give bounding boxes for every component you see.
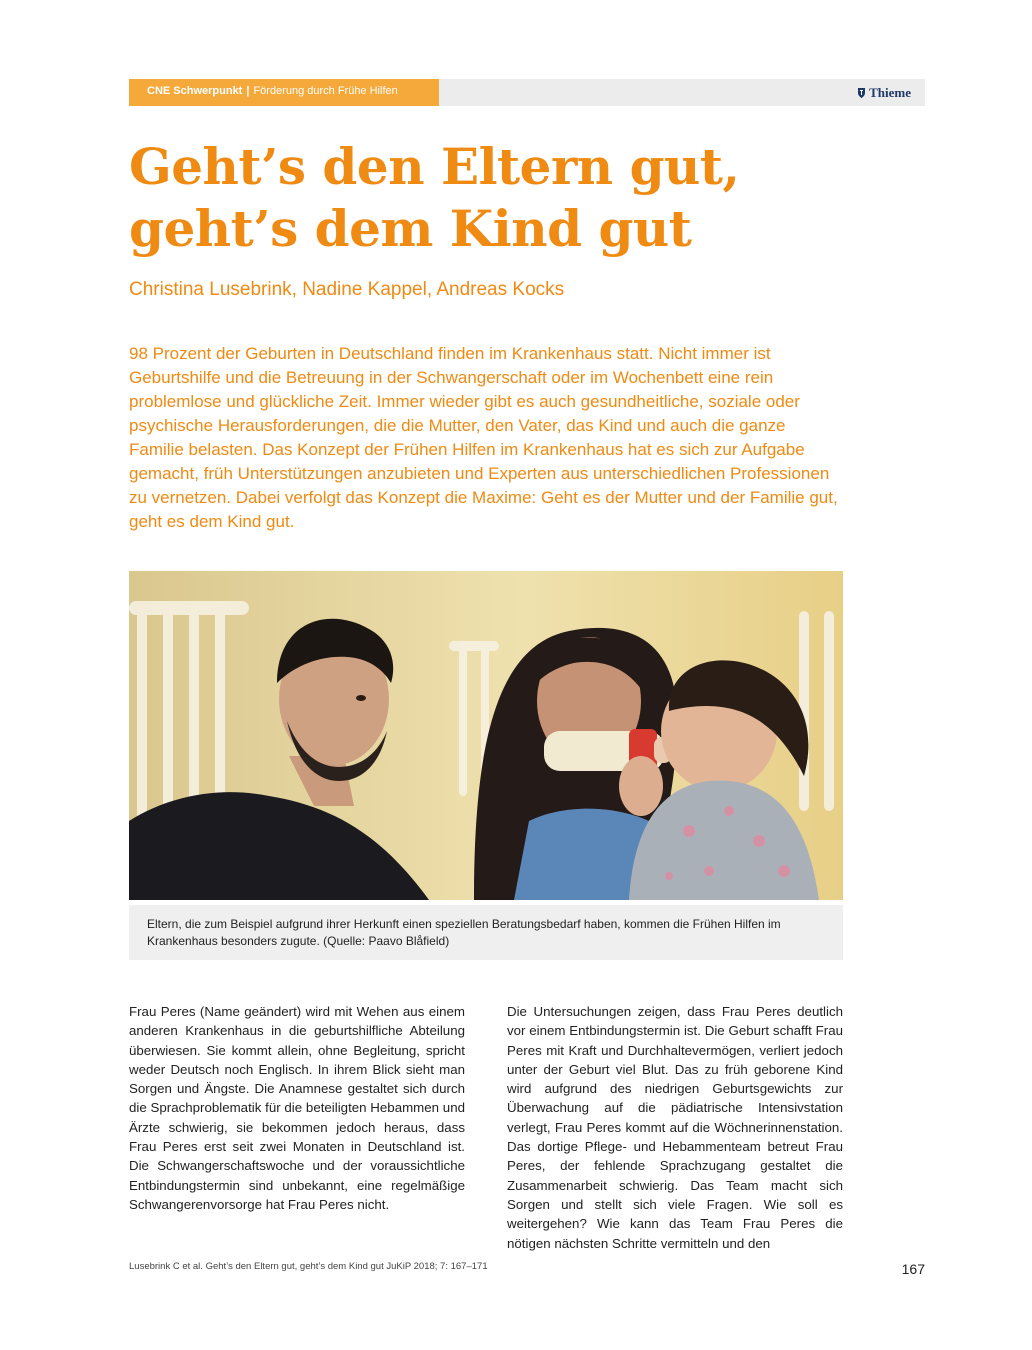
section-label: CNE Schwerpunkt [147, 85, 243, 97]
running-header [129, 79, 925, 106]
section-separator: | [246, 85, 250, 97]
body-column-right: Die Untersuchungen zeigen, dass Frau Peres deutlich vor einem Entbindungstermin ist. Die Geburt schafft Frau Peres mit Kraft und Durchhaltevermögen, verliert jedoch unter der Geburt viel Blut. Das zu früh geborene Kind wird aufgrund des niedrigen Geburtsgewichts zur Überwachung auf die pädiatrische Intensivstation verlegt, Frau Peres kommt auf die Wöchnerinnenstation. Das dortige Pflege- und Hebammenteam betreut Frau Peres, der fehlende Sprachzugang gestaltet die Zusammenarbeit schwierig. Das Team macht sich Sorgen und stellt sich viele Fragen. Wie soll es weitergehen? Wie kann das Team Frau Peres die nötigen nächsten Schritte vermitteln und den [507, 1004, 843, 1251]
publisher-logo [857, 79, 911, 106]
thieme-logo-icon [857, 87, 866, 99]
footer-citation: Lusebrink C et al. Geht’s den Eltern gut, geht’s dem Kind gut JuKiP 2018; 7: 167–171 [129, 1261, 488, 1272]
topic-label: Förderung durch Frühe Hilfen [253, 85, 398, 97]
section-tag [129, 79, 439, 106]
publisher-name: Thieme [869, 85, 911, 100]
article-title: Geht’s den Eltern gut, geht’s dem Kind gut [129, 137, 740, 258]
article-abstract: 98 Prozent der Geburten in Deutschland finden im Krankenhaus statt. Nicht immer ist Geburtshilfe und die Betreuung in der Schwangerschaft oder im Wochenbett eine rein problemlose und glückliche Zeit. Immer wieder gibt es auch gesundheitliche, soziale oder psychische Herausforderungen, die die Mutter, den Vater, das Kind und auch die ganze Familie belasten. Das Konzept der Frühen Hilfen im Krankenhaus hat es sich zur Aufgabe gemacht, früh Unterstützungen anzubieten und Experten aus unterschiedlichen Professionen zu vernetzen. Dabei verfolgt das Konzept die Maxime: Geht es der Mutter und der Familie gut, geht es dem Kind gut. [129, 344, 838, 531]
article-photo [129, 571, 843, 900]
figure-caption: Eltern, die zum Beispiel aufgrund ihrer Herkunft einen speziellen Beratungsbedarf haben, kommen die Frühen Hilfen im Krankenhaus besonders zugute. (Quelle: Paavo Blåfield) [129, 905, 843, 960]
article-authors: Christina Lusebrink, Nadine Kappel, Andreas Kocks [129, 279, 565, 300]
page-number: 167 [901, 1261, 925, 1277]
family-photo-illustration [129, 571, 843, 900]
body-column-left: Frau Peres (Name geändert) wird mit Wehen aus einem anderen Krankenhaus in die geburtshilfliche Abteilung überwiesen. Sie kommt allein, ohne Begleitung, spricht weder Deutsch noch Englisch. In ihrem Blick sieht man Sorgen und Ängste. Die Anamnese gestaltet sich durch die Sprachproblematik für die beteiligten Hebammen und Ärzte schwierig, sie bekommen jedoch heraus, dass Frau Peres erst seit zwei Monaten in Deutschland ist. Die Schwangerschaftswoche und der voraussichtliche Entbindungstermin sind unbekannt, eine regelmäßige Schwangerenvorsorge hat Frau Peres nicht. [129, 1004, 465, 1212]
